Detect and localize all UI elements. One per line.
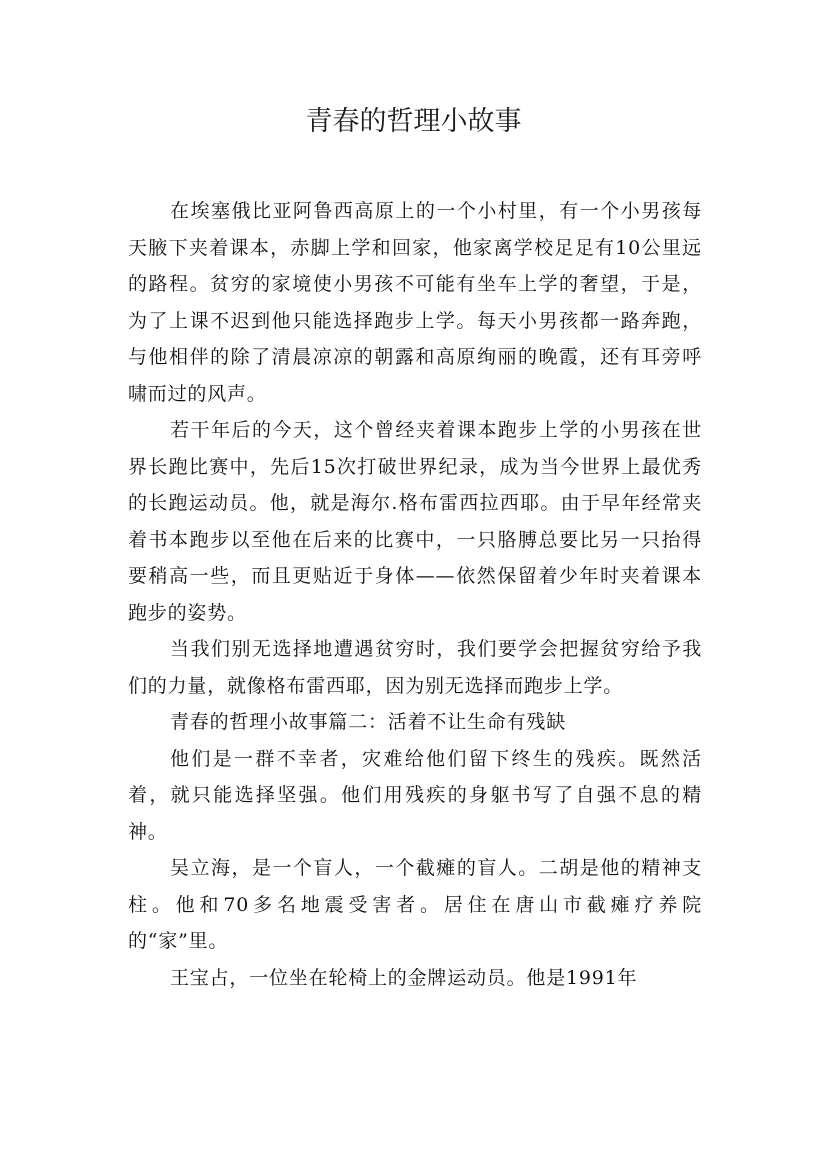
document-body (128, 193, 702, 996)
paragraph: 当我们别无选择地遭遇贫穷时，我们要学会把握贫穷给予我们的力量，就像格布雷西耶，因为别无选择而跑步上学。 (128, 638, 702, 697)
section-heading: 青春的哲理小故事篇二：活着不让生命有残缺 (170, 711, 567, 733)
paragraph: 在埃塞俄比亚阿鲁西高原上的一个小村里，有一个小男孩每天腋下夹着课本，赤脚上学和回家，他家离学校足足有10公里远的路程。贫穷的家境使小男孩不可能有坐车上学的奢望，于是，为了上课不迟到他只能选择跑步上学。每天小男孩都一路奔跑，与他相伴的除了清晨凉凉的朝露和高原绚丽的晚霞，还有耳旁呼啸而过的风声。 (128, 200, 702, 405)
paragraph: 若干年后的今天，这个曾经夹着课本跑步上学的小男孩在世界长跑比赛中，先后15次打破世界纪录，成为当今世界上最优秀的长跑运动员。他，就是海尔.格布雷西拉西耶。由于早年经常夹着书本跑步以至他在后来的比赛中，一只胳膊总要比另一只抬得要稍高一些，而且更贴近于身体——依然保留着少年时夹着课本跑步的姿势。 (128, 419, 702, 624)
paragraph: 他们是一群不幸者，灾难给他们留下终生的残疾。既然活着，就只能选择坚强。他们用残疾的身躯书写了自强不息的精神。 (128, 747, 702, 843)
paragraph: 吴立海，是一个盲人，一个截瘫的盲人。二胡是他的精神支柱。他和70多名地震受害者。居住在唐山市截瘫疗养院的“家”里。 (128, 857, 702, 952)
document-title: 青春的哲理小故事 (305, 106, 522, 137)
paragraph: 王宝占，一位坐在轮椅上的金牌运动员。他是1991年 (170, 966, 638, 989)
